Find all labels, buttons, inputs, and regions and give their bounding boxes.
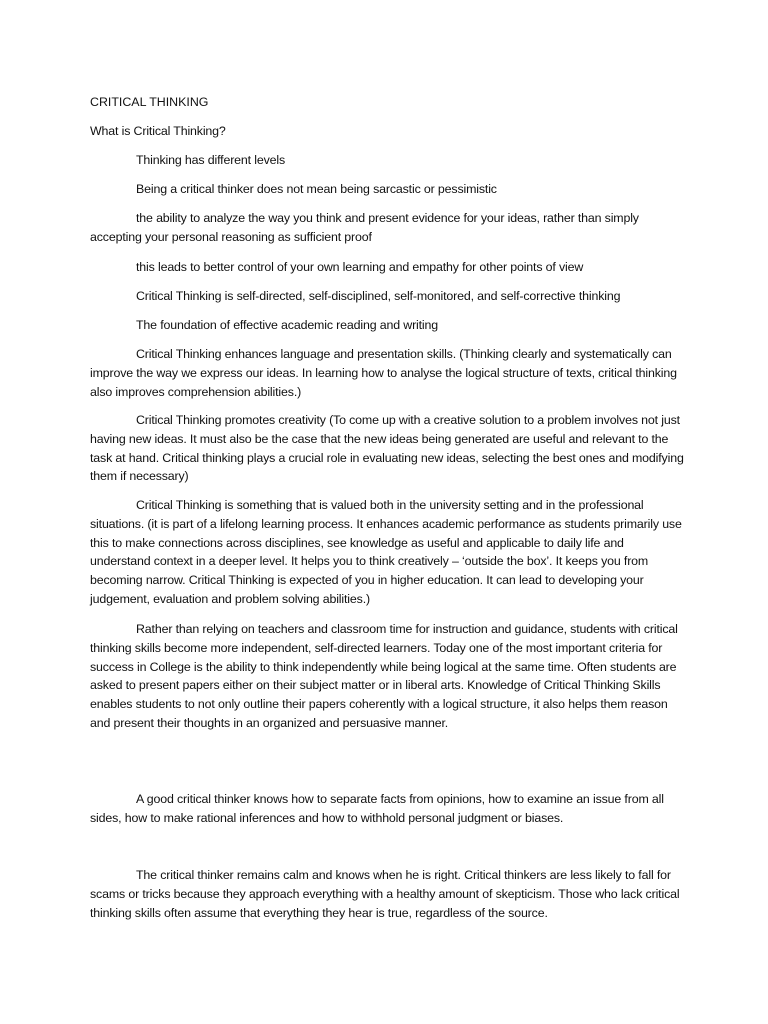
paragraph-10: Rather than relying on teachers and classroom time for instruction and guidance, students with critical thinking skills become more independent, self-directed learners. Today one of the most important criteria for success in College is the ability to think independently while being logical at the same time. Often students are asked to present papers either on their subject matter or in liberal arts. Knowledge of Critical Thinking Skills enables students to not only outline their papers coherently with a logical structure, it also helps them reason and present their thoughts in an organized and persuasive manner. xyxy=(90,622,678,730)
paragraph-5: Critical Thinking is self-directed, self-disciplined, self-monitored, and self-corrective thinking xyxy=(136,289,621,303)
paragraph-6: The foundation of effective academic reading and writing xyxy=(136,318,439,332)
paragraph-1: Thinking has different levels xyxy=(136,153,286,167)
paragraph-9: Critical Thinking is something that is valued both in the university setting and in the professional situations. (it is part of a lifelong learning process. It enhances academic performance as students primarily use this to make connections across disciplines, see knowledge as useful and applicable to daily life and understand context in a deeper level. It helps you to think creatively – ‘outside the box’. It keeps you from becoming narrow. Critical Thinking is expected of you in higher education. It can lead to developing your judgement, evaluation and problem solving abilities.) xyxy=(90,498,682,606)
document-title: CRITICAL THINKING xyxy=(90,95,209,109)
paragraph-7: Critical Thinking enhances language and presentation skills. (Thinking clearly and systematically can improve the way we express our ideas. In learning how to analyse the logical structure of texts, critical thinking also improves comprehension abilities.) xyxy=(90,347,677,399)
paragraph-11: A good critical thinker knows how to separate facts from opinions, how to examine an issue from all sides, how to make rational inferences and how to withhold personal judgment or biases. xyxy=(90,792,664,825)
document-subtitle: What is Critical Thinking? xyxy=(90,124,226,138)
paragraph-2: Being a critical thinker does not mean being sarcastic or pessimistic xyxy=(136,182,497,196)
paragraph-8: Critical Thinking promotes creativity (To come up with a creative solution to a problem involves not just having new ideas. It must also be the case that the new ideas being generated are useful and relevant to the task at hand. Critical thinking plays a crucial role in evaluating new ideas, selecting the best ones and modifying them if necessary) xyxy=(90,413,684,484)
paragraph-3: the ability to analyze the way you think and present evidence for your ideas, rather than simply accepting your personal reasoning as sufficient proof xyxy=(90,211,639,244)
paragraph-4: this leads to better control of your own learning and empathy for other points of view xyxy=(136,260,584,274)
paragraph-12: The critical thinker remains calm and knows when he is right. Critical thinkers are less likely to fall for scams or tricks because they approach everything with a healthy amount of skepticism. Those who lack critical thinking skills often assume that everything they hear is true, regardless of the source. xyxy=(90,868,680,920)
